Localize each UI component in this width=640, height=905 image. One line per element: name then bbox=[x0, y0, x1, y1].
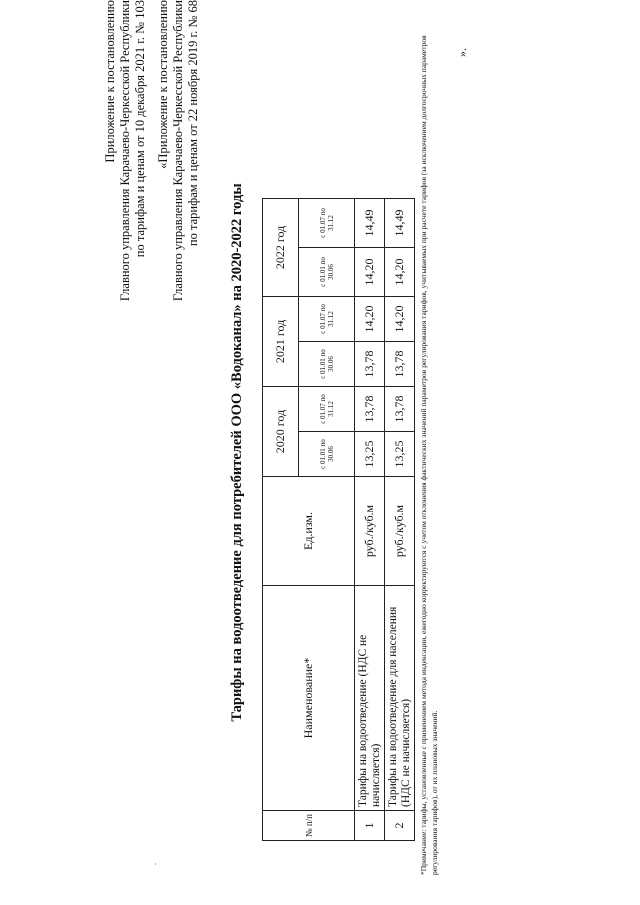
tariff-cell: 13,25 bbox=[355, 432, 385, 477]
closing-quote: ». bbox=[455, 48, 469, 57]
row-name: Тарифы на водоотведение для населения (НДС не начисляется) bbox=[385, 586, 415, 811]
tariff-cell: 14,20 bbox=[385, 247, 415, 296]
appendix-current-line2: Главного управления Карачаево-Черкесской Республики bbox=[118, 0, 132, 302]
header-year-2020: 2020 год bbox=[263, 386, 299, 476]
period-2020-h2: с 01.07 по 31.12 bbox=[299, 386, 355, 431]
period-2022-h1: с 01.01 по 30.06 bbox=[299, 247, 355, 296]
appendix-previous bbox=[156, 0, 201, 301]
tariff-table bbox=[262, 198, 415, 841]
period-2020-h1: с 01.01 по 30.06 bbox=[299, 432, 355, 477]
tariff-cell: 14,20 bbox=[385, 296, 415, 341]
table-row bbox=[355, 198, 385, 840]
header-unit: Ед.изм. bbox=[263, 477, 355, 586]
period-2021-h1: с 01.01 по 30.06 bbox=[299, 341, 355, 386]
row-number: 2 bbox=[385, 811, 415, 841]
table-row bbox=[385, 198, 415, 840]
tariff-cell: 14,49 bbox=[355, 198, 385, 247]
period-2021-h2: с 01.07 по 31.12 bbox=[299, 296, 355, 341]
document-title: Тарифы на водоотведение для потребителей ООО «Водоканал» на 2020-2022 годы bbox=[229, 183, 245, 722]
tariff-cell: 13,78 bbox=[385, 341, 415, 386]
appendix-current-line3: по тарифам и ценам от 10 декабря 2021 г. № 103 bbox=[133, 0, 147, 258]
appendix-current bbox=[103, 0, 148, 301]
row-number: 1 bbox=[355, 811, 385, 841]
row-unit: руб./куб.м bbox=[355, 477, 385, 586]
tariff-cell: 14,20 bbox=[355, 247, 385, 296]
tariff-cell: 13,78 bbox=[355, 341, 385, 386]
header-year-2022: 2022 год bbox=[263, 198, 299, 296]
appendix-previous-line3: по тарифам и ценам от 22 ноября 2019 г. № 68 bbox=[186, 0, 200, 247]
row-name: Тарифы на водоотведение (НДС не начисляется) bbox=[355, 586, 385, 811]
tariff-cell: 13,25 bbox=[385, 432, 415, 477]
tariff-cell: 14,49 bbox=[385, 198, 415, 247]
header-year-2021: 2021 год bbox=[263, 296, 299, 386]
tariff-cell: 13,78 bbox=[355, 386, 385, 431]
footnote: *Примечание: тарифы, установленные с применением метода индексации, ежегодно корректируются с учетом отклонения фактических значений параметров регулирования тарифов, учитываемых при расчете тарифов (за исключением долгосрочных параметров регулирования тарифов), от их плановых значений. bbox=[419, 35, 439, 875]
appendix-current-line1: Приложение к постановлению bbox=[103, 0, 117, 163]
appendix-previous-line1: «Приложение к постановлению bbox=[156, 0, 170, 169]
stray-mark: . bbox=[149, 863, 158, 865]
appendix-previous-line2: Главного управления Карачаево-Черкесской Республики bbox=[171, 0, 185, 302]
header-name: Наименование* bbox=[263, 586, 355, 811]
period-2022-h2: с 01.07 по 31.12 bbox=[299, 198, 355, 247]
header-no: № п/п bbox=[263, 811, 355, 841]
row-unit: руб./куб.м bbox=[385, 477, 415, 586]
tariff-cell: 14,20 bbox=[355, 296, 385, 341]
tariff-cell: 13,78 bbox=[385, 386, 415, 431]
